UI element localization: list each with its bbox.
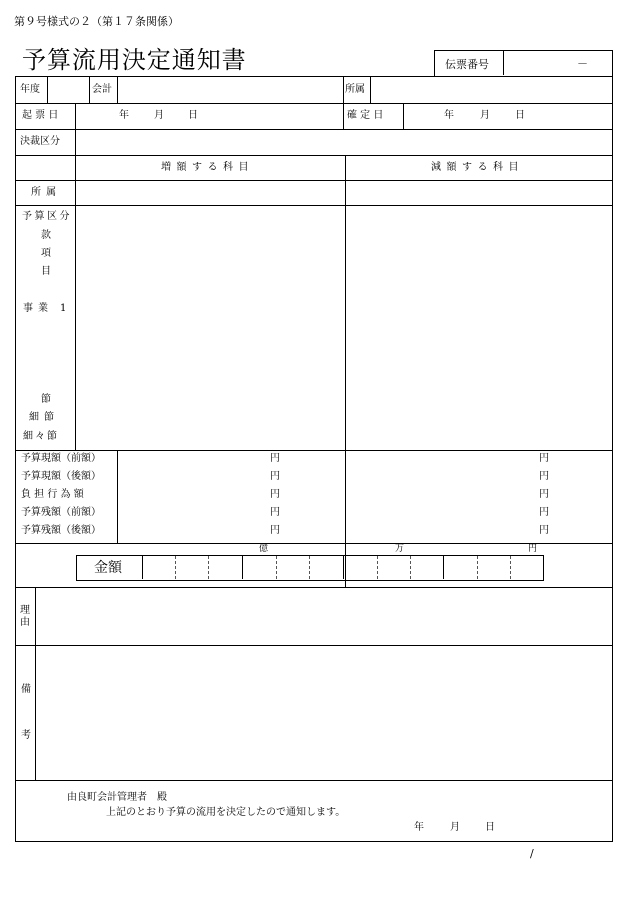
jigyo-number: 1 (60, 303, 67, 314)
kan-label: 款 (41, 230, 51, 241)
increase-yen-unit: 円 (270, 507, 280, 518)
decrease-yen-unit: 円 (539, 453, 549, 464)
department-label: 所属 (345, 84, 365, 95)
approval-class-label: 決裁区分 (20, 136, 60, 147)
confirm-date-day: 日 (515, 110, 525, 121)
slip-number-box (434, 50, 613, 77)
remarks-label-bi: 備 (21, 684, 31, 695)
saisaisetsu-label: 細々節 (23, 431, 59, 442)
amount-row-label: 予算現額（前額） (21, 453, 101, 464)
reason-label: 理由 (20, 605, 30, 628)
amount-row-label: 予算残額（前額） (21, 507, 101, 518)
decrease-heading: 減額する科目 (431, 162, 524, 173)
amount-row-label: 予算現額（後額） (21, 471, 101, 482)
page-title: 予算流用決定通知書 (22, 46, 247, 74)
moku-label: 目 (41, 266, 51, 277)
increase-yen-unit: 円 (270, 453, 280, 464)
draft-date-month: 月 (154, 110, 164, 121)
footer-day: 日 (485, 822, 495, 833)
increase-yen-unit: 円 (270, 489, 280, 500)
slip-number-value[interactable]: － (577, 57, 588, 70)
en-unit-label: 円 (528, 544, 538, 554)
amount-row-label: 負 担 行 為 額 (21, 489, 84, 500)
budget-class-label: 予算区分 (22, 211, 72, 222)
decrease-yen-unit: 円 (539, 525, 549, 536)
amount-row-label: 予算残額（後額） (21, 525, 101, 536)
increase-yen-unit: 円 (270, 471, 280, 482)
page-mark: / (530, 847, 534, 860)
kou-label: 項 (41, 248, 51, 259)
footer-month: 月 (450, 822, 460, 833)
draft-date-label: 起 票 日 (22, 110, 59, 121)
draft-date-year: 年 (119, 110, 129, 121)
increase-heading: 増額する科目 (161, 162, 254, 173)
form-number: 第９号様式の２（第１７条関係） (14, 15, 179, 28)
oku-unit-label: 億 (259, 544, 269, 554)
amount-box[interactable] (76, 555, 544, 581)
addressee: 由良町会計管理者 殿 (67, 792, 167, 803)
setsu-label: 節 (41, 394, 51, 405)
man-unit-label: 万 (395, 544, 405, 554)
footer-year: 年 (414, 822, 424, 833)
fiscal-year-label: 年度 (20, 84, 40, 95)
draft-date-day: 日 (188, 110, 198, 121)
confirm-date-year: 年 (444, 110, 454, 121)
slip-number-label: 伝票番号 (445, 58, 489, 71)
decrease-yen-unit: 円 (539, 507, 549, 518)
increase-yen-unit: 円 (270, 525, 280, 536)
remarks-label-kou: 考 (21, 730, 31, 741)
confirm-date-month: 月 (480, 110, 490, 121)
account-label: 会計 (92, 84, 112, 95)
notice-message: 上記のとおり予算の流用を決定したので通知します。 (106, 807, 346, 818)
amount-box-label: 金額 (94, 560, 122, 576)
budget-transfer-form (15, 76, 613, 842)
decrease-yen-unit: 円 (539, 471, 549, 482)
saisetsu-label: 細 節 (29, 412, 56, 423)
affiliation-label: 所 属 (31, 187, 58, 198)
jigyo-label: 事業 (23, 303, 53, 314)
decrease-yen-unit: 円 (539, 489, 549, 500)
confirm-date-label: 確 定 日 (347, 110, 384, 121)
